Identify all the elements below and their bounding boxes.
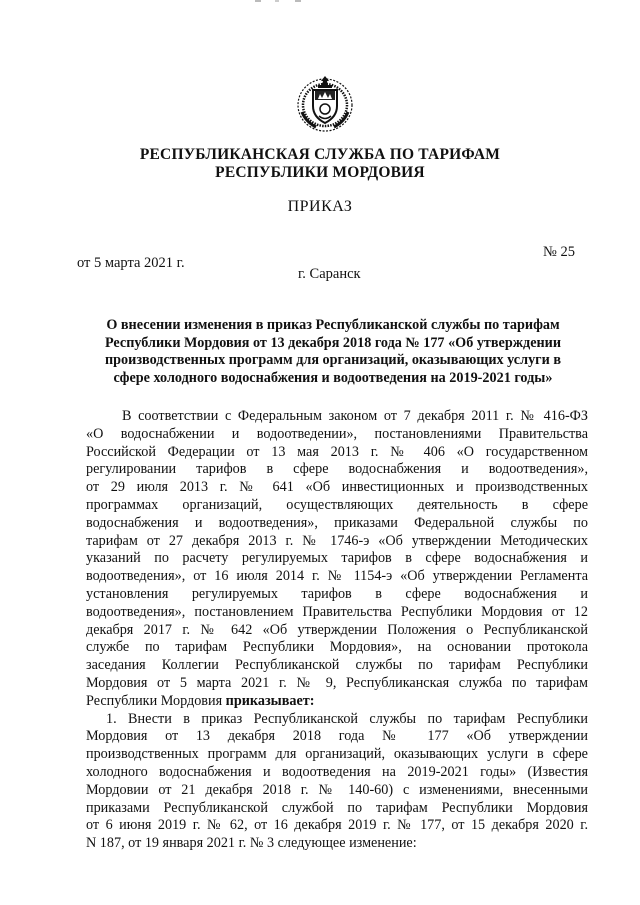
subject-line: Республики Мордовия от 13 декабря 2018 года № 177 «Об утверждении: [104, 334, 562, 351]
body-line: холодного водоснабжения и водоотведения на 2019-2021 годы» (Известия: [86, 763, 588, 780]
body-line: декабря 2017 г. № 642 «Об утверждении Положения о Республиканской: [86, 621, 588, 638]
document-type-title: ПРИКАЗ: [287, 198, 353, 215]
document-city: г. Саранск: [298, 266, 361, 282]
scan-mark: [255, 0, 305, 3]
document-date: от 5 марта 2021 г.: [77, 255, 185, 271]
body-line: установления регулируемых тарифов в сфере водоснабжения и: [86, 585, 588, 602]
body-line: регулировании тарифов в сфере водоснабжения и водоотведения»,: [86, 461, 588, 478]
preamble-paragraph: [86, 408, 588, 711]
body-line: водоснабжения и водоотведения», приказами Федеральной службы по: [86, 514, 588, 531]
body-line-final: [86, 693, 588, 711]
document-subject: [84, 317, 582, 387]
document-body: [86, 408, 588, 853]
body-line: Мордовия от 13 декабря 2018 года № 177 «Об утверждении: [86, 728, 588, 745]
subject-line: производственных программ для организаций, оказывающих услуги в: [104, 352, 561, 369]
document-number: № 25: [543, 244, 575, 260]
body-line: Российской Федерации от 13 мая 2013 г. № 406 «О государственном: [86, 443, 588, 460]
clause-1-paragraph: [86, 711, 588, 853]
body-line: производственных программ для организаций, оказывающих услуги в сфере: [86, 746, 588, 763]
body-line: водоотведения», от 16 июля 2014 г. № 1154-э «Об утверждении Регламента: [86, 568, 588, 585]
body-line: «О водоснабжении и водоотведении», постановлениями Правительства: [86, 425, 588, 442]
body-line: В соответствии с Федеральным законом от 7 декабря 2011 г. № 416-ФЗ: [122, 408, 588, 424]
org-name-line1: РЕСПУБЛИКАНСКАЯ СЛУЖБА ПО ТАРИФАМ: [139, 146, 501, 163]
body-text: Республики Мордовия: [86, 692, 226, 709]
body-line: Мордовия от 5 марта 2021 г. № 9, Республиканская служба по тарифам: [86, 674, 588, 691]
body-line: программах организаций, осуществляющих деятельность в сфере: [86, 496, 588, 513]
body-line: Мордовии от 21 декабря 2018 г. № 140-60) с изменениями, внесенными: [86, 781, 588, 798]
org-name-line2: РЕСПУБЛИКИ МОРДОВИЯ: [215, 164, 425, 181]
order-verb: приказывает:: [225, 692, 315, 709]
subject-line: О внесении изменения в приказ Республиканской службы по тарифам: [106, 317, 560, 333]
body-line: заседания Коллегии Республиканской службы по тарифам Республики: [86, 657, 588, 674]
body-line: от 6 июня 2019 г. № 62, от 16 декабря 2019 г. № 177, от 15 декабря 2020 г.: [86, 817, 588, 834]
body-line: N 187, от 19 января 2021 г. № 3 следующее изменение:: [86, 835, 417, 852]
body-line: водоотведения», постановлением Правительства Республики Мордовия от 12: [86, 603, 588, 620]
coat-of-arms-emblem-icon: [294, 72, 356, 134]
body-line: указаний по расчету регулируемых тарифов в сфере водоснабжения и: [86, 550, 588, 567]
body-line: тарифам от 27 декабря 2013 г. № 1746-э «Об утверждении Методических: [86, 532, 588, 549]
body-line: 1. Внести в приказ Республиканской службы по тарифам Республики: [106, 710, 588, 727]
body-line: приказами Республиканской службой по тарифам Республики Мордовия: [86, 799, 588, 816]
body-line: службе по тарифам Республики Мордовия», на основании протокола: [86, 639, 588, 656]
subject-line: сфере холодного водоснабжения и водоотведения на 2019-2021 годы»: [113, 369, 553, 386]
body-line: от 29 июля 2013 г. № 641 «Об инвестиционных и производственных: [86, 479, 588, 496]
